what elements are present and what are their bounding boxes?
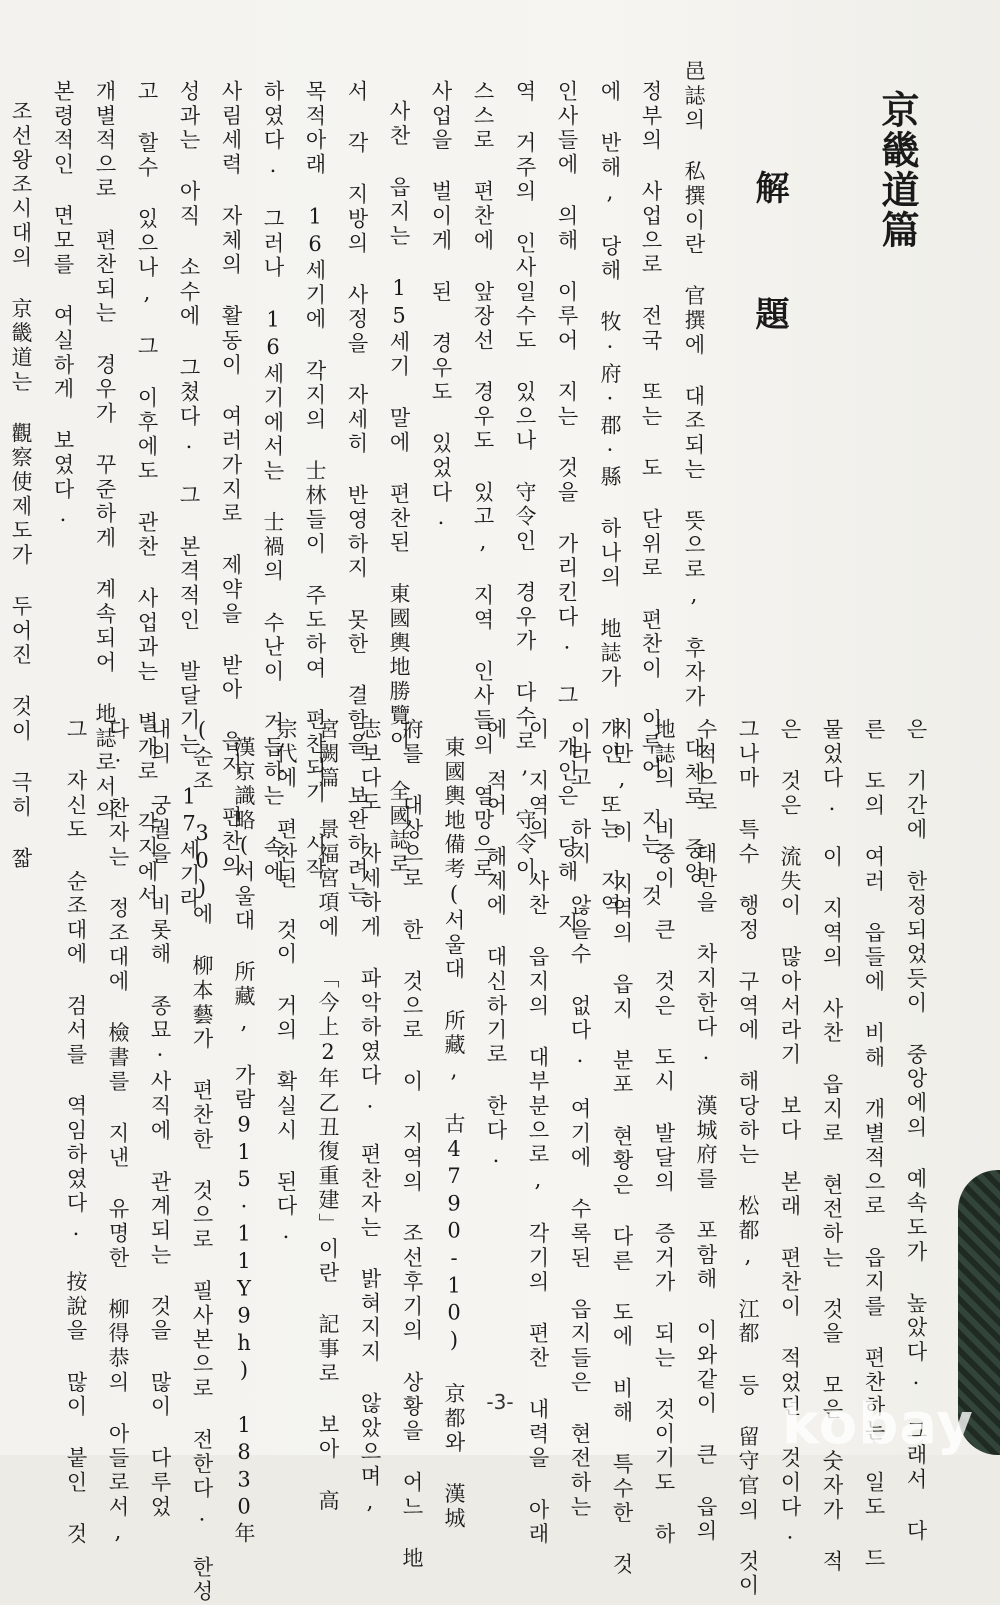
- text-column: 지만, 이 지역의 읍지 분포 현황은 다른 도에 비해 특수한 것: [610, 718, 634, 1578]
- text-column: 은 기간에 한정되었듯이 중앙에의 예속도가 높았다. 그래서 다: [904, 718, 928, 1544]
- text-column: 서 각 지방의 사정을 자세히 반영하지 못한 결함을 보완하려는: [345, 80, 369, 906]
- text-column: 본령적인 면모를 여실하게 보였다.: [51, 80, 75, 530]
- text-column: 조선왕조시대의 京畿道는 觀察使제도가 두어진 것이 극히 짧: [9, 100, 33, 872]
- text-column: 에 반해, 당해 牧·府·郡·縣 하나의 地誌가 개인 또는 지역: [598, 80, 622, 918]
- text-column: 물었다. 이 지역의 사찬 읍지로 현전하는 것을 모은 숫자가 적: [820, 718, 844, 1575]
- text-column: 漢京識略(서울대 所藏, 가람915·11Y9h) 1830年: [232, 736, 256, 1547]
- text-column: 목적아래 16세기에 각지의 士林들이 주도하여 편찬되기 시작: [303, 80, 327, 882]
- text-column: 스스로 편찬에 앞장선 경우도 있고, 지역 인사들의 열망으로: [471, 80, 495, 882]
- text-column: 이라고 하지 않을수 없다. 여기에 수록된 읍지들은 현전하는: [568, 718, 592, 1520]
- text-column: 개별적으로 편찬되는 경우가 꾸준하게 계속되어 地誌로서의: [93, 80, 117, 824]
- text-column: 고 할수 있으나, 그 이후에도 관찬 사업과는 별개로 각지에서: [135, 80, 159, 909]
- text-column: 에 적어 해제에 대신하기로 한다.: [484, 718, 508, 1171]
- text-column: 사업을 벌이게 된 경우도 있었다.: [429, 80, 453, 533]
- text-column: 그 자신도 순조대에 검서를 역임하였다. 按說을 많이 붙인 것: [64, 718, 88, 1547]
- heading: 解題: [749, 170, 789, 422]
- text-column: 宗代에 편찬된 것이 거의 확실시 된다.: [274, 718, 298, 1247]
- text-column: 宮闕篇 景福宮項에 「今上2年乙丑復重建」이란 記事로 보아 高: [316, 718, 340, 1514]
- text-column: 사찬 읍지는 15세기 말에 편찬된 東國輿地勝覽이 全國誌로: [387, 100, 411, 878]
- text-column: 수적으로 태반을 차지한다. 漢城府를 포함해 이와같이 큰 읍의: [694, 718, 718, 1544]
- text-column: 하였다. 그러나 16세기에서는 士禍의 수난이 거듭하는 속에: [261, 80, 285, 885]
- text-column: 역 거주의 인사일수도 있으나 守令인 경우가 다수로, 守令이: [513, 80, 537, 882]
- text-column: 성과는 아직 소수에 그쳤다. 그 본격적인 발달기는 17세기라: [177, 80, 201, 912]
- page-number: -3-: [486, 1390, 514, 1414]
- text-column: 른 도의 여러 읍들에 비해 개별적으로 읍지를 편찬하는 일도 드: [862, 718, 886, 1572]
- section-title: 京畿道篇: [875, 90, 919, 250]
- text-column: 은 것은 流失이 많아서라기 보다 본래 편찬이 적었던 것이다.: [778, 718, 802, 1547]
- text-column: 東國輿地備考(서울대 所藏, 古4790-10) 京都와 漢城: [442, 736, 466, 1532]
- watermark: kobay: [782, 1392, 974, 1457]
- text-column: 정부의 사업으로 전국 또는 도 단위로 편찬이 이루어 지는 것: [639, 80, 663, 909]
- text-column: 邑誌의 私撰이란 官撰에 대조되는 뜻으로, 후자가 대체로 중앙: [682, 60, 706, 886]
- text-column: 인사들에 의해 이루어 지는 것을 가리킨다. 그 개인은 당해 지: [555, 80, 579, 937]
- text-column: 다. 찬자는 정조대에 檢書를 지낸 유명한 柳得恭의 아들로서,: [106, 718, 130, 1547]
- text-column: (순조 30)에 柳本藝가 편찬한 것으로 필사본으로 전한다. 한성: [190, 718, 214, 1605]
- text-column: 이 지역의 사찬 읍지의 대부분으로, 각기의 편찬 내력을 아래: [526, 718, 550, 1547]
- text-column: 地誌의 비중이 큰 것은 도시 발달의 증거가 되는 것이기도 하: [652, 718, 676, 1547]
- text-column: 府를 대상으로 한 것으로 이 지역의 조선후기의 상황을 어느 地: [400, 718, 424, 1572]
- text-column: 志보다도 자세하게 파악하였다. 편찬자는 밝혀지지 않았으며,: [358, 718, 382, 1517]
- text-column: 사림세력 자체의 활동이 여러가지로 제약을 받아 읍지 편찬의: [219, 80, 243, 879]
- text-column: 그나마 특수 행정 구역에 해당하는 松都, 江都 등 留守官의 것이: [736, 718, 760, 1599]
- text-column: 내의 궁궐을 비롯해 종묘·사직에 관계되는 것을 많이 다루었: [148, 718, 172, 1520]
